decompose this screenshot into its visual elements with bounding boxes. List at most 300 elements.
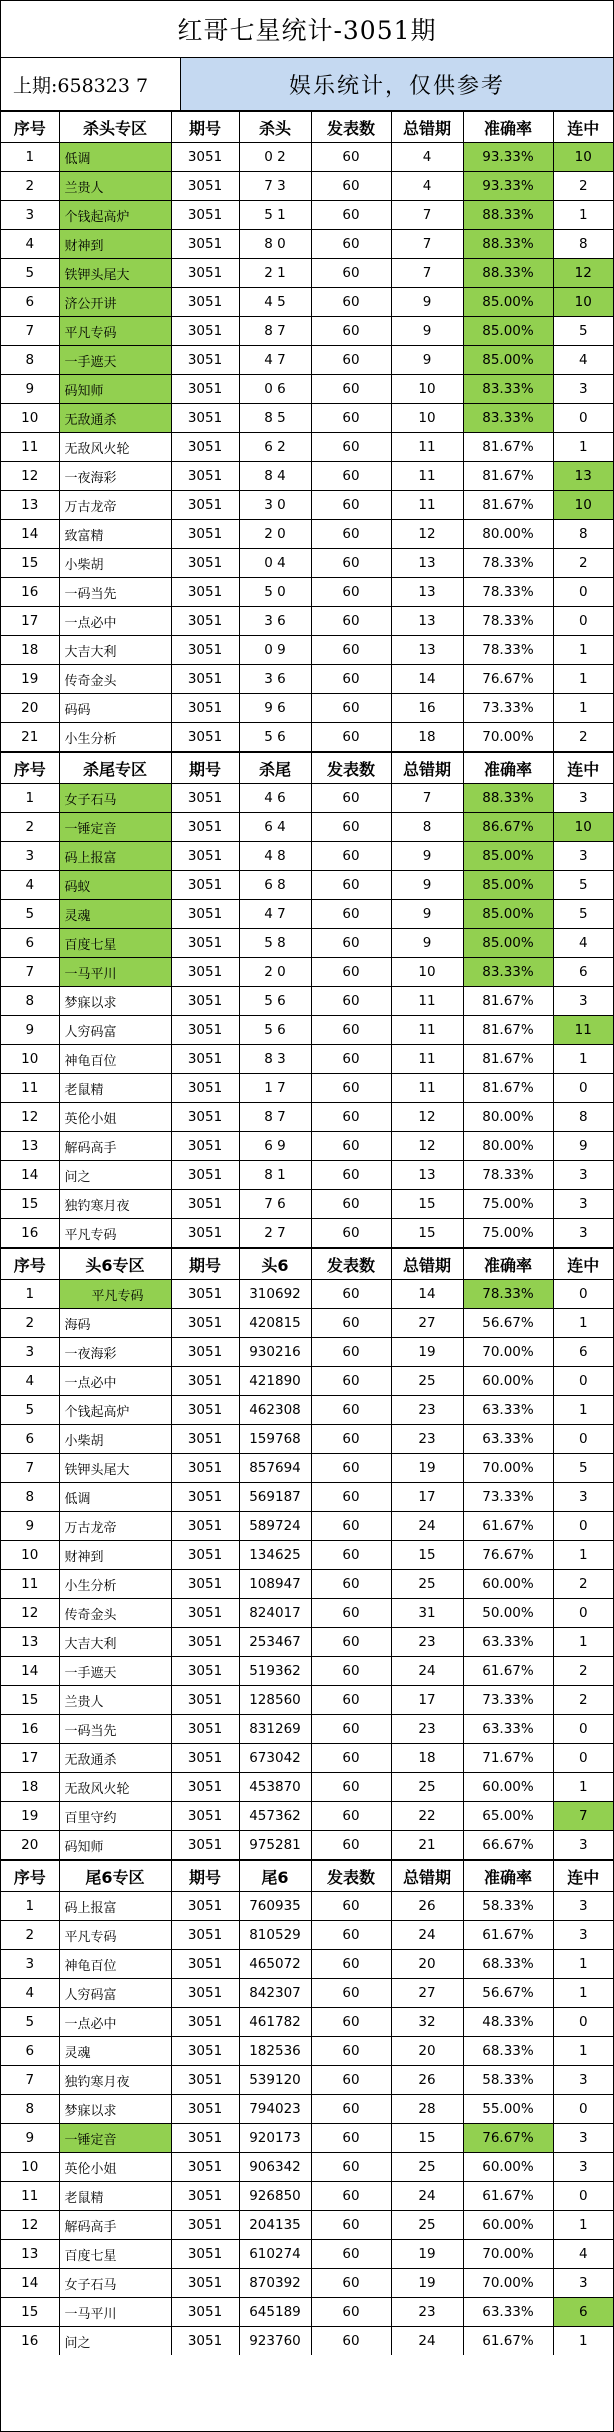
cell-streak: 1 (553, 1628, 613, 1657)
header-wrong: 总错期 (391, 1861, 463, 1892)
cell-rate: 78.33% (463, 549, 553, 578)
cell-value: 9 6 (239, 694, 311, 723)
cell-period: 3051 (171, 2240, 239, 2269)
cell-rate: 73.33% (463, 1483, 553, 1512)
cell-wrong: 25 (391, 2153, 463, 2182)
cell-rate: 93.33% (463, 143, 553, 172)
cell-period: 3051 (171, 1744, 239, 1773)
cell-value: 2 1 (239, 259, 311, 288)
cell-value: 0 2 (239, 143, 311, 172)
cell-index: 11 (1, 1074, 59, 1103)
cell-value: 7 6 (239, 1190, 311, 1219)
cell-count: 60 (311, 520, 391, 549)
cell-value: 5 6 (239, 1016, 311, 1045)
header-name: 杀尾专区 (59, 753, 171, 784)
cell-streak: 1 (553, 433, 613, 462)
cell-count: 60 (311, 230, 391, 259)
cell-streak: 1 (553, 1309, 613, 1338)
section-header-row (1, 1861, 613, 1892)
cell-value: 8 0 (239, 230, 311, 259)
cell-period: 3051 (171, 1016, 239, 1045)
cell-count: 60 (311, 694, 391, 723)
cell-index: 14 (1, 2269, 59, 2298)
table-row (1, 842, 613, 871)
cell-streak: 0 (553, 2095, 613, 2124)
cell-index: 8 (1, 1483, 59, 1512)
cell-value: 824017 (239, 1599, 311, 1628)
cell-streak: 1 (553, 694, 613, 723)
table-row (1, 491, 613, 520)
cell-index: 8 (1, 346, 59, 375)
header-count: 发表数 (311, 112, 391, 143)
table-row (1, 2008, 613, 2037)
cell-streak: 4 (553, 929, 613, 958)
cell-count: 60 (311, 2095, 391, 2124)
cell-wrong: 7 (391, 784, 463, 813)
cell-rate: 58.33% (463, 1892, 553, 1921)
cell-period: 3051 (171, 1773, 239, 1802)
cell-rate: 78.33% (463, 607, 553, 636)
cell-wrong: 15 (391, 1219, 463, 1248)
cell-value: 462308 (239, 1396, 311, 1425)
cell-value: 870392 (239, 2269, 311, 2298)
cell-value: 3 0 (239, 491, 311, 520)
cell-rate: 60.00% (463, 2211, 553, 2240)
cell-rate: 70.00% (463, 1454, 553, 1483)
cell-index: 6 (1, 2037, 59, 2066)
table-row (1, 1921, 613, 1950)
cell-count: 60 (311, 1570, 391, 1599)
table-row (1, 1190, 613, 1219)
cell-period: 3051 (171, 1309, 239, 1338)
cell-rate: 61.67% (463, 1921, 553, 1950)
table-row (1, 1161, 613, 1190)
page-title: 红哥七星统计-3051期 (1, 1, 613, 58)
header-index: 序号 (1, 112, 59, 143)
cell-wrong: 19 (391, 2240, 463, 2269)
cell-count: 60 (311, 201, 391, 230)
cell-wrong: 11 (391, 1016, 463, 1045)
cell-value: 253467 (239, 1628, 311, 1657)
cell-period: 3051 (171, 2182, 239, 2211)
cell-rate: 75.00% (463, 1190, 553, 1219)
header-wrong: 总错期 (391, 112, 463, 143)
cell-streak: 0 (553, 2008, 613, 2037)
cell-count: 60 (311, 491, 391, 520)
cell-wrong: 9 (391, 346, 463, 375)
cell-streak: 10 (553, 288, 613, 317)
cell-streak: 3 (553, 2066, 613, 2095)
cell-period: 3051 (171, 1686, 239, 1715)
cell-streak: 2 (553, 1657, 613, 1686)
cell-index: 4 (1, 871, 59, 900)
cell-streak: 1 (553, 636, 613, 665)
cell-rate: 85.00% (463, 346, 553, 375)
cell-rate: 80.00% (463, 1132, 553, 1161)
cell-period: 3051 (171, 1921, 239, 1950)
cell-rate: 63.33% (463, 1425, 553, 1454)
cell-wrong: 9 (391, 317, 463, 346)
cell-streak: 5 (553, 900, 613, 929)
cell-count: 60 (311, 1512, 391, 1541)
cell-streak: 0 (553, 1074, 613, 1103)
cell-count: 60 (311, 1541, 391, 1570)
cell-name: 老鼠精 (59, 2182, 171, 2211)
cell-rate: 71.67% (463, 1744, 553, 1773)
table-row (1, 1512, 613, 1541)
cell-name: 无敌风火轮 (59, 1773, 171, 1802)
cell-count: 60 (311, 871, 391, 900)
cell-rate: 78.33% (463, 1161, 553, 1190)
cell-index: 18 (1, 1773, 59, 1802)
section-table (1, 111, 613, 752)
cell-wrong: 26 (391, 1892, 463, 1921)
cell-wrong: 19 (391, 1454, 463, 1483)
cell-count: 60 (311, 665, 391, 694)
cell-streak: 3 (553, 2269, 613, 2298)
table-row (1, 433, 613, 462)
cell-index: 17 (1, 1744, 59, 1773)
cell-index: 15 (1, 1686, 59, 1715)
cell-value: 134625 (239, 1541, 311, 1570)
cell-count: 60 (311, 900, 391, 929)
cell-streak: 5 (553, 317, 613, 346)
cell-period: 3051 (171, 1045, 239, 1074)
cell-index: 1 (1, 143, 59, 172)
table-row (1, 1016, 613, 1045)
cell-index: 12 (1, 2211, 59, 2240)
cell-period: 3051 (171, 2095, 239, 2124)
cell-count: 60 (311, 1921, 391, 1950)
cell-period: 3051 (171, 1219, 239, 1248)
cell-index: 6 (1, 1425, 59, 1454)
cell-period: 3051 (171, 1074, 239, 1103)
stats-tables (1, 111, 613, 2355)
table-row (1, 230, 613, 259)
cell-wrong: 23 (391, 1715, 463, 1744)
cell-value: 2 0 (239, 958, 311, 987)
table-row (1, 1715, 613, 1744)
cell-value: 461782 (239, 2008, 311, 2037)
cell-index: 2 (1, 1921, 59, 1950)
cell-name: 平凡专码 (59, 1280, 171, 1309)
cell-count: 60 (311, 346, 391, 375)
table-row (1, 2095, 613, 2124)
cell-rate: 60.00% (463, 1367, 553, 1396)
cell-period: 3051 (171, 491, 239, 520)
cell-name: 兰贵人 (59, 1686, 171, 1715)
cell-wrong: 11 (391, 462, 463, 491)
cell-value: 569187 (239, 1483, 311, 1512)
cell-wrong: 26 (391, 2066, 463, 2095)
cell-rate: 68.33% (463, 1950, 553, 1979)
cell-value: 810529 (239, 1921, 311, 1950)
cell-streak: 0 (553, 578, 613, 607)
cell-name: 小柴胡 (59, 1425, 171, 1454)
cell-rate: 61.67% (463, 2327, 553, 2356)
cell-period: 3051 (171, 958, 239, 987)
cell-wrong: 9 (391, 288, 463, 317)
cell-period: 3051 (171, 1454, 239, 1483)
cell-count: 60 (311, 172, 391, 201)
cell-value: 182536 (239, 2037, 311, 2066)
table-row (1, 404, 613, 433)
cell-wrong: 10 (391, 404, 463, 433)
cell-count: 60 (311, 1483, 391, 1512)
cell-wrong: 23 (391, 1425, 463, 1454)
cell-wrong: 32 (391, 2008, 463, 2037)
cell-name: 英伦小姐 (59, 1103, 171, 1132)
cell-count: 60 (311, 1396, 391, 1425)
cell-wrong: 11 (391, 433, 463, 462)
cell-name: 传奇金头 (59, 665, 171, 694)
cell-streak: 1 (553, 1773, 613, 1802)
cell-rate: 75.00% (463, 1219, 553, 1248)
cell-wrong: 25 (391, 1367, 463, 1396)
cell-wrong: 12 (391, 1103, 463, 1132)
cell-name: 一锤定音 (59, 2124, 171, 2153)
cell-period: 3051 (171, 2327, 239, 2356)
cell-value: 159768 (239, 1425, 311, 1454)
cell-name: 百度七星 (59, 2240, 171, 2269)
cell-index: 16 (1, 1715, 59, 1744)
cell-value: 8 1 (239, 1161, 311, 1190)
cell-name: 神龟百位 (59, 1950, 171, 1979)
cell-streak: 1 (553, 1396, 613, 1425)
cell-index: 2 (1, 1309, 59, 1338)
cell-index: 21 (1, 723, 59, 752)
header-streak: 连中 (553, 112, 613, 143)
cell-rate: 81.67% (463, 1074, 553, 1103)
cell-count: 60 (311, 1744, 391, 1773)
cell-rate: 63.33% (463, 1396, 553, 1425)
cell-count: 60 (311, 1425, 391, 1454)
cell-period: 3051 (171, 433, 239, 462)
cell-count: 60 (311, 2298, 391, 2327)
cell-period: 3051 (171, 2037, 239, 2066)
cell-rate: 60.00% (463, 1773, 553, 1802)
cell-index: 1 (1, 1280, 59, 1309)
cell-index: 15 (1, 1190, 59, 1219)
cell-value: 420815 (239, 1309, 311, 1338)
cell-wrong: 8 (391, 813, 463, 842)
cell-index: 19 (1, 1802, 59, 1831)
cell-wrong: 25 (391, 1773, 463, 1802)
cell-value: 2 0 (239, 520, 311, 549)
cell-period: 3051 (171, 1132, 239, 1161)
cell-wrong: 4 (391, 143, 463, 172)
disclaimer-banner: 娱乐统计，仅供参考 (181, 58, 613, 110)
cell-count: 60 (311, 578, 391, 607)
cell-name: 英伦小姐 (59, 2153, 171, 2182)
header-streak: 连中 (553, 1249, 613, 1280)
cell-period: 3051 (171, 143, 239, 172)
table-row (1, 1045, 613, 1074)
cell-value: 930216 (239, 1338, 311, 1367)
cell-streak: 3 (553, 1161, 613, 1190)
header-wrong: 总错期 (391, 1249, 463, 1280)
cell-streak: 0 (553, 1512, 613, 1541)
cell-streak: 3 (553, 2153, 613, 2182)
cell-name: 铁钾头尾大 (59, 1454, 171, 1483)
cell-streak: 3 (553, 375, 613, 404)
cell-value: 906342 (239, 2153, 311, 2182)
cell-streak: 8 (553, 230, 613, 259)
cell-rate: 78.33% (463, 578, 553, 607)
cell-wrong: 17 (391, 1483, 463, 1512)
cell-value: 831269 (239, 1715, 311, 1744)
cell-streak: 7 (553, 1802, 613, 1831)
cell-period: 3051 (171, 2153, 239, 2182)
table-row (1, 1744, 613, 1773)
header-name: 尾6专区 (59, 1861, 171, 1892)
cell-value: 673042 (239, 1744, 311, 1773)
cell-count: 60 (311, 2037, 391, 2066)
cell-value: 645189 (239, 2298, 311, 2327)
cell-period: 3051 (171, 1190, 239, 1219)
cell-name: 低调 (59, 1483, 171, 1512)
cell-value: 539120 (239, 2066, 311, 2095)
cell-value: 8 7 (239, 317, 311, 346)
cell-name: 无敌通杀 (59, 404, 171, 433)
section-table (1, 1248, 613, 1860)
cell-wrong: 17 (391, 1686, 463, 1715)
cell-period: 3051 (171, 404, 239, 433)
cell-streak: 1 (553, 1541, 613, 1570)
cell-streak: 0 (553, 404, 613, 433)
table-row (1, 1657, 613, 1686)
cell-index: 4 (1, 1979, 59, 2008)
cell-wrong: 25 (391, 2211, 463, 2240)
cell-name: 女子石马 (59, 784, 171, 813)
cell-streak: 0 (553, 2182, 613, 2211)
section-table (1, 1860, 613, 2355)
cell-count: 60 (311, 723, 391, 752)
cell-count: 60 (311, 607, 391, 636)
cell-count: 60 (311, 462, 391, 491)
cell-streak: 0 (553, 1599, 613, 1628)
cell-period: 3051 (171, 259, 239, 288)
cell-count: 60 (311, 1074, 391, 1103)
cell-count: 60 (311, 259, 391, 288)
cell-name: 兰贵人 (59, 172, 171, 201)
cell-wrong: 11 (391, 1074, 463, 1103)
table-row (1, 1309, 613, 1338)
cell-period: 3051 (171, 1657, 239, 1686)
cell-streak: 2 (553, 172, 613, 201)
cell-wrong: 23 (391, 2298, 463, 2327)
cell-name: 灵魂 (59, 2037, 171, 2066)
cell-count: 60 (311, 1280, 391, 1309)
cell-rate: 63.33% (463, 1628, 553, 1657)
cell-count: 60 (311, 1831, 391, 1860)
cell-name: 万古龙帝 (59, 1512, 171, 1541)
cell-name: 人穷码富 (59, 1979, 171, 2008)
cell-value: 6 9 (239, 1132, 311, 1161)
cell-rate: 85.00% (463, 871, 553, 900)
cell-count: 60 (311, 1628, 391, 1657)
cell-streak: 3 (553, 1219, 613, 1248)
table-row (1, 784, 613, 813)
table-row (1, 1599, 613, 1628)
cell-wrong: 13 (391, 636, 463, 665)
cell-index: 11 (1, 433, 59, 462)
cell-rate: 76.67% (463, 665, 553, 694)
cell-index: 2 (1, 172, 59, 201)
cell-value: 6 8 (239, 871, 311, 900)
table-row (1, 871, 613, 900)
cell-count: 60 (311, 1367, 391, 1396)
cell-value: 128560 (239, 1686, 311, 1715)
cell-count: 60 (311, 1190, 391, 1219)
cell-index: 7 (1, 958, 59, 987)
cell-value: 975281 (239, 1831, 311, 1860)
cell-value: 5 6 (239, 987, 311, 1016)
cell-count: 60 (311, 1657, 391, 1686)
cell-wrong: 28 (391, 2095, 463, 2124)
cell-value: 3 6 (239, 607, 311, 636)
cell-index: 13 (1, 1628, 59, 1657)
table-row (1, 1280, 613, 1309)
header-period: 期号 (171, 753, 239, 784)
cell-index: 5 (1, 1396, 59, 1425)
table-row (1, 813, 613, 842)
cell-name: 一马平川 (59, 958, 171, 987)
cell-value: 923760 (239, 2327, 311, 2356)
cell-wrong: 13 (391, 549, 463, 578)
cell-streak: 10 (553, 491, 613, 520)
cell-period: 3051 (171, 1628, 239, 1657)
table-row (1, 317, 613, 346)
cell-rate: 86.67% (463, 813, 553, 842)
cell-count: 60 (311, 2182, 391, 2211)
cell-rate: 81.67% (463, 462, 553, 491)
cell-index: 4 (1, 1367, 59, 1396)
cell-streak: 1 (553, 1979, 613, 2008)
cell-rate: 61.67% (463, 1512, 553, 1541)
cell-period: 3051 (171, 1979, 239, 2008)
cell-period: 3051 (171, 201, 239, 230)
header-index: 序号 (1, 1861, 59, 1892)
cell-name: 小生分析 (59, 723, 171, 752)
cell-period: 3051 (171, 1950, 239, 1979)
cell-streak: 8 (553, 1103, 613, 1132)
cell-streak: 10 (553, 813, 613, 842)
table-row (1, 1831, 613, 1860)
cell-name: 小生分析 (59, 1570, 171, 1599)
cell-streak: 0 (553, 1425, 613, 1454)
section-table (1, 752, 613, 1248)
cell-streak: 6 (553, 1338, 613, 1367)
cell-streak: 0 (553, 1367, 613, 1396)
table-row (1, 288, 613, 317)
table-row (1, 375, 613, 404)
cell-wrong: 15 (391, 1190, 463, 1219)
cell-wrong: 13 (391, 578, 463, 607)
cell-count: 60 (311, 842, 391, 871)
cell-name: 码上报富 (59, 842, 171, 871)
cell-value: 7 3 (239, 172, 311, 201)
cell-wrong: 18 (391, 1744, 463, 1773)
cell-value: 204135 (239, 2211, 311, 2240)
cell-name: 一手遮天 (59, 346, 171, 375)
cell-value: 519362 (239, 1657, 311, 1686)
cell-index: 1 (1, 784, 59, 813)
cell-index: 5 (1, 900, 59, 929)
table-row (1, 1892, 613, 1921)
table-row (1, 462, 613, 491)
cell-index: 3 (1, 1950, 59, 1979)
